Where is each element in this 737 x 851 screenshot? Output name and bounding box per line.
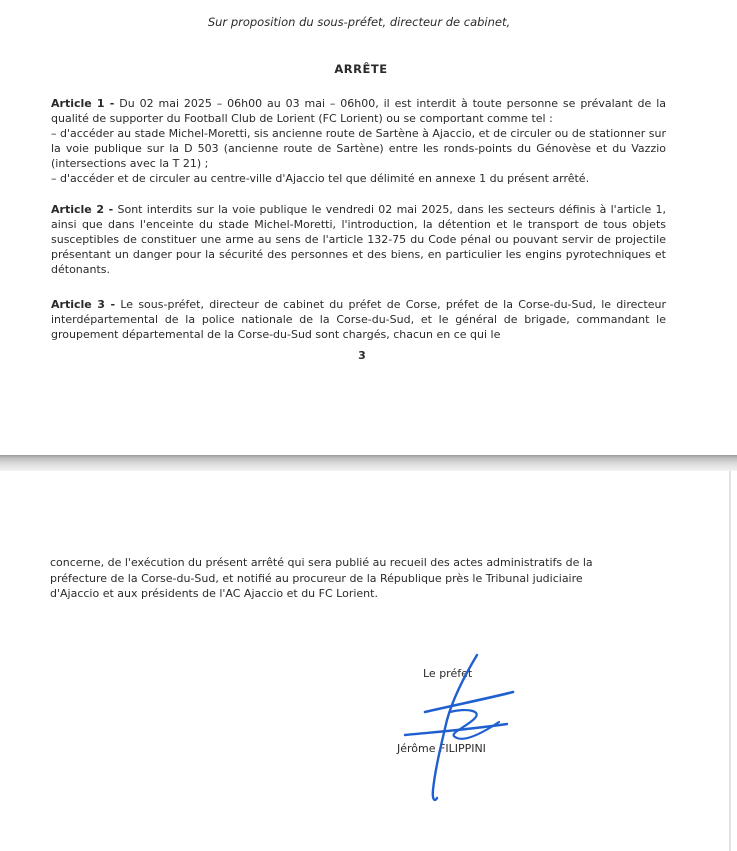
article-3-continuation [50, 555, 666, 602]
article-3-text: Le sous-préfet, directeur de cabinet du préfet de Corse, préfet de la Corse-du-Sud, le directeur interdépartemental de la police nationale de la Corse-du-Sud, et le général de brigade, commandant le groupement départemental de la Corse-du-Sud sont chargés, chacun en ce qui le [51, 298, 666, 341]
handwritten-signature [395, 650, 525, 805]
article-3-label: Article 3 - [51, 298, 116, 311]
continuation-line: préfecture de la Corse-du-Sud, et notifié au procureur de la République près le Tribunal judiciaire [50, 571, 583, 585]
article-1-intro-text: Du 02 mai 2025 – 06h00 au 03 mai – 06h00, il est interdit à toute personne se prévalant de la qualité de supporter du Football Club de Lorient (FC Lorient) ou se comportant comme tel : [51, 97, 666, 125]
document-page-2 [0, 471, 737, 851]
signatory-title: Le préfet [423, 667, 473, 680]
article-1-item-2: – d'accéder et de circuler au centre-ville d'Ajaccio tel que délimité en annexe 1 du présent arrêté. [51, 172, 590, 185]
signatory-name: Jérôme FILIPPINI [397, 742, 486, 755]
page-separator [0, 455, 737, 471]
decree-title: ARRÊTE [334, 62, 388, 76]
continuation-line: concerne, de l'exécution du présent arrêté qui sera publié au recueil des actes administratifs de la [50, 556, 593, 569]
article-2-label: Article 2 - [51, 203, 114, 216]
article-1-intro [51, 96, 666, 126]
article-2 [51, 202, 666, 277]
article-1 [51, 96, 666, 186]
signature-stroke [425, 692, 513, 712]
continuation-line: d'Ajaccio et aux présidents de l'AC Ajaccio et du FC Lorient. [50, 587, 378, 600]
proposition-line: Sur proposition du sous-préfet, directeur de cabinet, [207, 15, 511, 29]
signature-stroke [450, 710, 499, 739]
article-1-label: Article 1 - [51, 97, 115, 110]
article-1-item-1: – d'accéder au stade Michel-Moretti, sis ancienne route de Sartène à Ajaccio, et de circuler ou de stationner sur la voie publique sur la D 503 (ancienne route de Sartène) entre les ronds-points du Génovèse et du Vazzio (intersections avec la T 21) ; [51, 127, 666, 170]
article-3 [51, 297, 666, 342]
page-number: 3 [358, 349, 366, 362]
page-edge [729, 471, 731, 851]
article-2-text: Sont interdits sur la voie publique le vendredi 02 mai 2025, dans les secteurs définis à l'article 1, ainsi que dans l'enceinte du stade Michel-Moretti, l'introduction, la détention et le transport de tous objets susceptibles de constituer une arme au sens de l'article 132-75 du Code pénal ou pouvant servir de projectile présentant un danger pour la sécurité des personnes et des biens, en particulier les engins pyrotechniques et détonants. [51, 203, 666, 276]
